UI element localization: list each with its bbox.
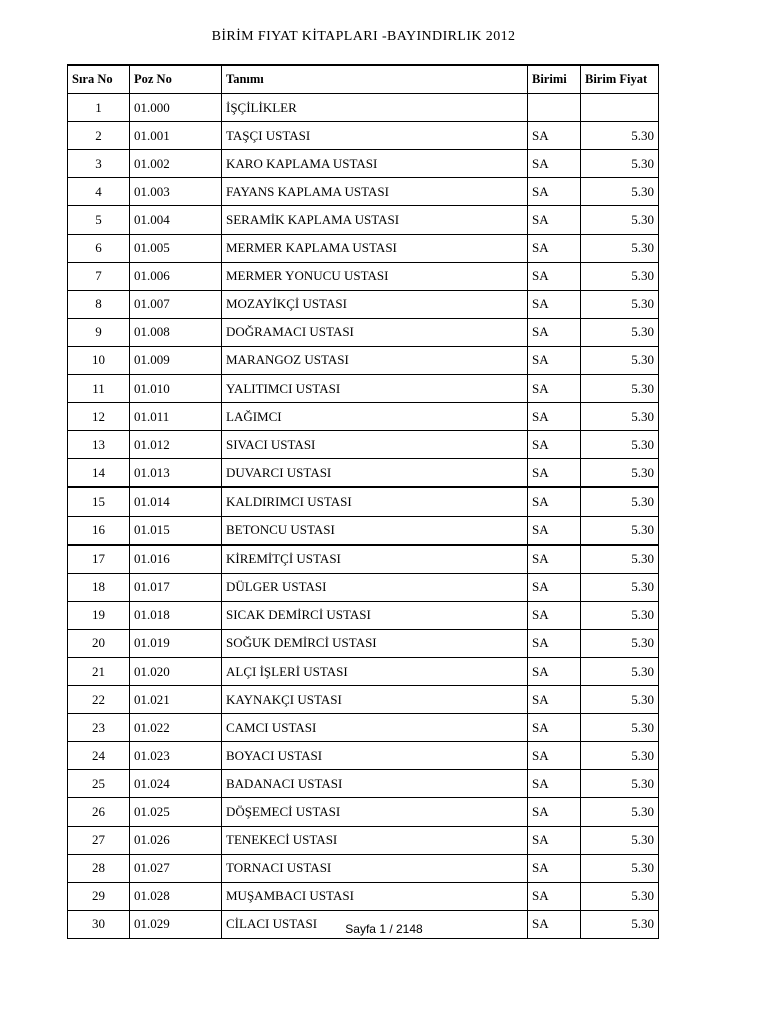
- cell-poz-no: 01.016: [130, 545, 222, 574]
- cell-poz-no: 01.025: [130, 798, 222, 826]
- cell-birim-fiyat: 5.30: [581, 375, 659, 403]
- page-footer: Sayfa 1 / 2148: [345, 922, 423, 936]
- table-row: [68, 573, 659, 601]
- cell-tanimi: MOZAYİKÇİ USTASI: [222, 290, 528, 318]
- cell-tanimi: SIVACI USTASI: [222, 431, 528, 459]
- cell-birimi: SA: [528, 854, 581, 882]
- cell-tanimi: DOĞRAMACI USTASI: [222, 318, 528, 346]
- header-birimi: Birimi: [528, 65, 581, 94]
- cell-birimi: SA: [528, 206, 581, 234]
- cell-birim-fiyat: 5.30: [581, 487, 659, 516]
- cell-tanimi: BETONCU USTASI: [222, 516, 528, 545]
- cell-sira-no: 10: [68, 346, 130, 374]
- cell-poz-no: 01.000: [130, 94, 222, 122]
- cell-tanimi: İŞÇİLİKLER: [222, 94, 528, 122]
- cell-sira-no: 19: [68, 601, 130, 629]
- table-row: [68, 262, 659, 290]
- cell-sira-no: 22: [68, 686, 130, 714]
- table-row: [68, 742, 659, 770]
- cell-birimi: SA: [528, 770, 581, 798]
- cell-sira-no: 26: [68, 798, 130, 826]
- cell-birim-fiyat: 5.30: [581, 657, 659, 685]
- cell-poz-no: 01.028: [130, 882, 222, 910]
- cell-sira-no: 27: [68, 826, 130, 854]
- cell-tanimi: CİLACI USTASI: [222, 910, 528, 938]
- cell-birim-fiyat: 5.30: [581, 686, 659, 714]
- cell-tanimi: SOĞUK DEMİRCİ USTASI: [222, 629, 528, 657]
- cell-poz-no: 01.019: [130, 629, 222, 657]
- cell-tanimi: KİREMİTÇİ USTASI: [222, 545, 528, 574]
- cell-birim-fiyat: [581, 94, 659, 122]
- cell-birimi: SA: [528, 178, 581, 206]
- cell-birimi: SA: [528, 882, 581, 910]
- cell-sira-no: 23: [68, 714, 130, 742]
- cell-poz-no: 01.007: [130, 290, 222, 318]
- cell-poz-no: 01.015: [130, 516, 222, 545]
- table-row: [68, 798, 659, 826]
- cell-sira-no: 13: [68, 431, 130, 459]
- cell-birimi: SA: [528, 150, 581, 178]
- cell-poz-no: 01.001: [130, 122, 222, 150]
- table-row: [68, 318, 659, 346]
- cell-birim-fiyat: 5.30: [581, 882, 659, 910]
- table-row: [68, 657, 659, 685]
- cell-sira-no: 16: [68, 516, 130, 545]
- cell-birim-fiyat: 5.30: [581, 573, 659, 601]
- cell-birimi: SA: [528, 431, 581, 459]
- cell-tanimi: MERMER KAPLAMA USTASI: [222, 234, 528, 262]
- cell-sira-no: 7: [68, 262, 130, 290]
- cell-birimi: SA: [528, 714, 581, 742]
- cell-birim-fiyat: 5.30: [581, 206, 659, 234]
- cell-tanimi: FAYANS KAPLAMA USTASI: [222, 178, 528, 206]
- table-row: [68, 545, 659, 574]
- cell-birim-fiyat: 5.30: [581, 122, 659, 150]
- cell-poz-no: 01.013: [130, 459, 222, 488]
- header-birim-fiyat: Birim Fiyat: [581, 65, 659, 94]
- cell-birimi: SA: [528, 910, 581, 938]
- cell-birimi: SA: [528, 601, 581, 629]
- cell-sira-no: 6: [68, 234, 130, 262]
- cell-birim-fiyat: 5.30: [581, 516, 659, 545]
- cell-tanimi: TAŞÇI USTASI: [222, 122, 528, 150]
- cell-sira-no: 21: [68, 657, 130, 685]
- cell-birimi: SA: [528, 403, 581, 431]
- cell-poz-no: 01.017: [130, 573, 222, 601]
- cell-sira-no: 25: [68, 770, 130, 798]
- cell-birimi: SA: [528, 516, 581, 545]
- table-row: [68, 178, 659, 206]
- cell-sira-no: 30: [68, 910, 130, 938]
- table-row: [68, 882, 659, 910]
- cell-tanimi: MUŞAMBACI USTASI: [222, 882, 528, 910]
- table-row: [68, 346, 659, 374]
- cell-birimi: SA: [528, 318, 581, 346]
- cell-birimi: SA: [528, 234, 581, 262]
- cell-birim-fiyat: 5.30: [581, 854, 659, 882]
- cell-birim-fiyat: 5.30: [581, 742, 659, 770]
- header-tanimi: Tanımı: [222, 65, 528, 94]
- cell-birim-fiyat: 5.30: [581, 262, 659, 290]
- table-row: [68, 459, 659, 488]
- cell-birimi: SA: [528, 573, 581, 601]
- cell-poz-no: 01.002: [130, 150, 222, 178]
- header-sira-no: Sıra No: [68, 65, 130, 94]
- cell-tanimi: MARANGOZ USTASI: [222, 346, 528, 374]
- cell-birimi: SA: [528, 657, 581, 685]
- cell-birim-fiyat: 5.30: [581, 545, 659, 574]
- cell-birim-fiyat: 5.30: [581, 714, 659, 742]
- cell-birimi: SA: [528, 122, 581, 150]
- cell-poz-no: 01.008: [130, 318, 222, 346]
- cell-sira-no: 12: [68, 403, 130, 431]
- table-header-row: [68, 65, 659, 94]
- cell-birim-fiyat: 5.30: [581, 826, 659, 854]
- cell-birimi: SA: [528, 487, 581, 516]
- table-row: [68, 94, 659, 122]
- cell-poz-no: 01.004: [130, 206, 222, 234]
- table-row: [68, 234, 659, 262]
- cell-tanimi: SERAMİK KAPLAMA USTASI: [222, 206, 528, 234]
- cell-poz-no: 01.014: [130, 487, 222, 516]
- cell-birim-fiyat: 5.30: [581, 601, 659, 629]
- cell-birim-fiyat: 5.30: [581, 403, 659, 431]
- cell-birim-fiyat: 5.30: [581, 770, 659, 798]
- cell-tanimi: BADANACI USTASI: [222, 770, 528, 798]
- cell-tanimi: KAYNAKÇI USTASI: [222, 686, 528, 714]
- cell-birim-fiyat: 5.30: [581, 459, 659, 488]
- cell-sira-no: 4: [68, 178, 130, 206]
- cell-poz-no: 01.029: [130, 910, 222, 938]
- cell-tanimi: KALDIRIMCI USTASI: [222, 487, 528, 516]
- cell-sira-no: 20: [68, 629, 130, 657]
- cell-poz-no: 01.022: [130, 714, 222, 742]
- cell-sira-no: 9: [68, 318, 130, 346]
- page-title: BİRİM FIYAT KİTAPLARI -BAYINDIRLIK 2012: [211, 29, 516, 44]
- cell-birimi: SA: [528, 459, 581, 488]
- table-row: [68, 487, 659, 516]
- cell-birim-fiyat: 5.30: [581, 798, 659, 826]
- cell-birim-fiyat: 5.30: [581, 234, 659, 262]
- cell-birimi: SA: [528, 375, 581, 403]
- cell-sira-no: 17: [68, 545, 130, 574]
- table-row: [68, 770, 659, 798]
- table-row: [68, 206, 659, 234]
- cell-poz-no: 01.011: [130, 403, 222, 431]
- table-row: [68, 122, 659, 150]
- cell-poz-no: 01.021: [130, 686, 222, 714]
- cell-sira-no: 15: [68, 487, 130, 516]
- cell-poz-no: 01.012: [130, 431, 222, 459]
- cell-poz-no: 01.006: [130, 262, 222, 290]
- cell-poz-no: 01.023: [130, 742, 222, 770]
- cell-birimi: SA: [528, 826, 581, 854]
- table-row: [68, 714, 659, 742]
- table-row: [68, 516, 659, 545]
- cell-birimi: SA: [528, 798, 581, 826]
- cell-sira-no: 29: [68, 882, 130, 910]
- cell-birim-fiyat: 5.30: [581, 431, 659, 459]
- cell-poz-no: 01.010: [130, 375, 222, 403]
- cell-birimi: SA: [528, 545, 581, 574]
- cell-sira-no: 14: [68, 459, 130, 488]
- table-row: [68, 290, 659, 318]
- cell-birimi: SA: [528, 686, 581, 714]
- cell-poz-no: 01.026: [130, 826, 222, 854]
- table-row: [68, 601, 659, 629]
- cell-poz-no: 01.018: [130, 601, 222, 629]
- cell-tanimi: DÜLGER USTASI: [222, 573, 528, 601]
- cell-poz-no: 01.005: [130, 234, 222, 262]
- cell-birimi: SA: [528, 629, 581, 657]
- cell-tanimi: CAMCI USTASI: [222, 714, 528, 742]
- cell-birim-fiyat: 5.30: [581, 629, 659, 657]
- table-row: [68, 403, 659, 431]
- cell-sira-no: 28: [68, 854, 130, 882]
- cell-birimi: SA: [528, 346, 581, 374]
- cell-tanimi: LAĞIMCI: [222, 403, 528, 431]
- cell-sira-no: 2: [68, 122, 130, 150]
- cell-birimi: SA: [528, 262, 581, 290]
- cell-tanimi: ALÇI İŞLERİ USTASI: [222, 657, 528, 685]
- cell-birimi: SA: [528, 742, 581, 770]
- cell-birimi: SA: [528, 290, 581, 318]
- cell-poz-no: 01.024: [130, 770, 222, 798]
- table-row: [68, 629, 659, 657]
- price-table: [67, 64, 659, 939]
- table-row: [68, 150, 659, 178]
- cell-birim-fiyat: 5.30: [581, 910, 659, 938]
- cell-poz-no: 01.027: [130, 854, 222, 882]
- cell-tanimi: YALITIMCI USTASI: [222, 375, 528, 403]
- table-row: [68, 431, 659, 459]
- cell-poz-no: 01.003: [130, 178, 222, 206]
- cell-sira-no: 1: [68, 94, 130, 122]
- cell-birim-fiyat: 5.30: [581, 318, 659, 346]
- header-poz-no: Poz No: [130, 65, 222, 94]
- cell-tanimi: BOYACI USTASI: [222, 742, 528, 770]
- table-row: [68, 686, 659, 714]
- cell-tanimi: DUVARCI USTASI: [222, 459, 528, 488]
- cell-birimi: [528, 94, 581, 122]
- cell-birim-fiyat: 5.30: [581, 346, 659, 374]
- cell-tanimi: KARO KAPLAMA USTASI: [222, 150, 528, 178]
- cell-sira-no: 8: [68, 290, 130, 318]
- cell-birim-fiyat: 5.30: [581, 290, 659, 318]
- cell-birim-fiyat: 5.30: [581, 178, 659, 206]
- table-row: [68, 375, 659, 403]
- table-row: [68, 854, 659, 882]
- cell-sira-no: 24: [68, 742, 130, 770]
- cell-poz-no: 01.009: [130, 346, 222, 374]
- cell-sira-no: 11: [68, 375, 130, 403]
- cell-tanimi: MERMER YONUCU USTASI: [222, 262, 528, 290]
- cell-sira-no: 3: [68, 150, 130, 178]
- cell-tanimi: TORNACI USTASI: [222, 854, 528, 882]
- table-row: [68, 826, 659, 854]
- table-body: [68, 94, 659, 939]
- cell-tanimi: DÖŞEMECİ USTASI: [222, 798, 528, 826]
- cell-sira-no: 18: [68, 573, 130, 601]
- cell-birim-fiyat: 5.30: [581, 150, 659, 178]
- cell-tanimi: SICAK DEMİRCİ USTASI: [222, 601, 528, 629]
- cell-tanimi: TENEKECİ USTASI: [222, 826, 528, 854]
- cell-poz-no: 01.020: [130, 657, 222, 685]
- cell-sira-no: 5: [68, 206, 130, 234]
